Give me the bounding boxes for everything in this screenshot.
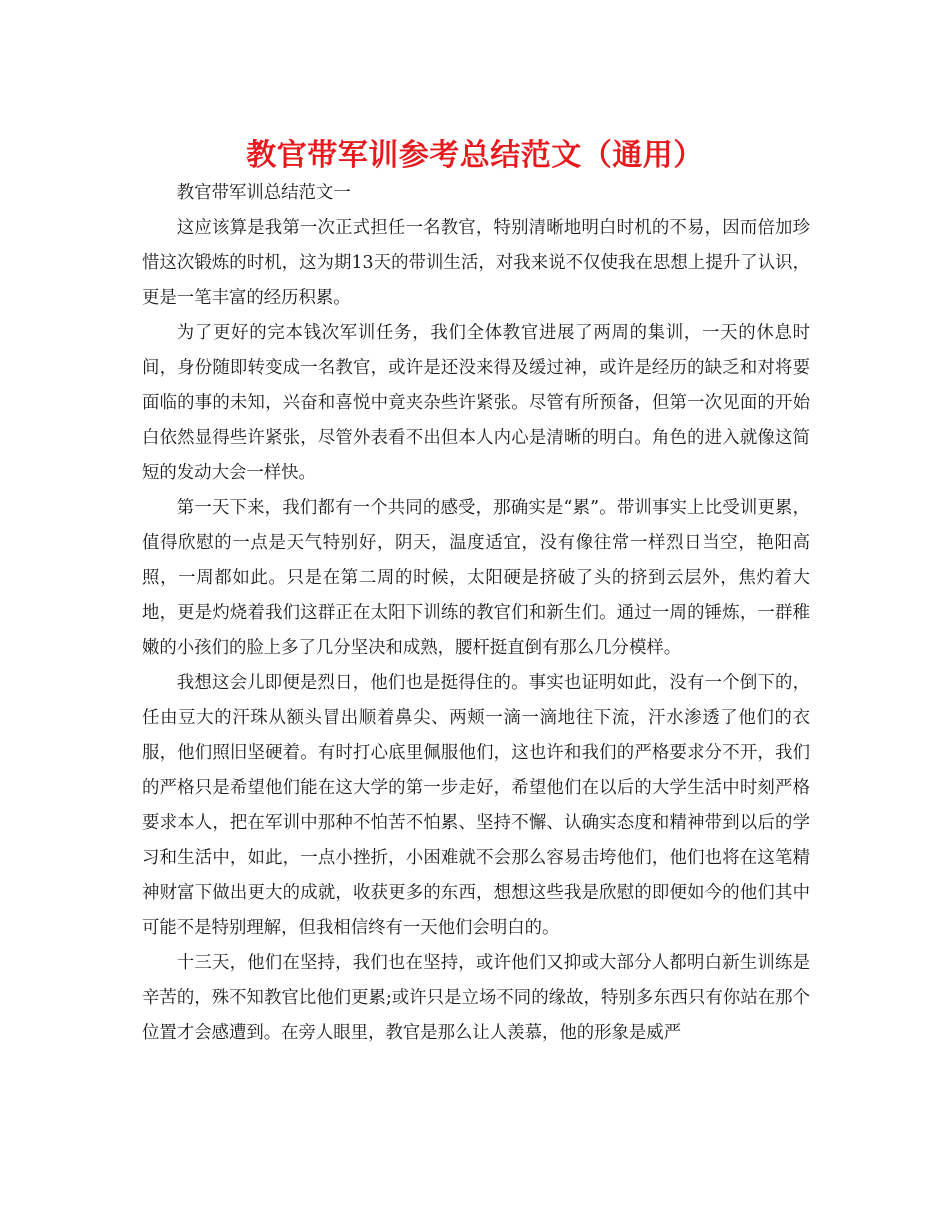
document-body	[142, 176, 810, 1051]
paragraph: 我想这会儿即便是烈日，他们也是挺得住的。事实也证明如此，没有一个倒下的，任由豆大的汗珠从额头冒出顺着鼻尖、两颊一滴一滴地往下流，汗水渗透了他们的衣服，他们照旧坚硬着。有时打心底里佩服他们，这也许和我们的严格要求分不开，我们的严格只是希望他们能在这大学的第一步走好，希望他们在以后的大学生活中时刻严格要求本人，把在军训中那种不怕苦不怕累、坚持不懈、认确实态度和精神带到以后的学习和生活中，如此，一点小挫折，小困难就不会那么容易击垮他们，他们也将在这笔精神财富下做出更大的成就，收获更多的东西，想想这些我是欣慰的即便如今的他们其中可能不是特别理解，但我相信终有一天他们会明白的。	[142, 673, 810, 938]
paragraph: 第一天下来，我们都有一个共同的感受，那确实是“累”。带训事实上比受训更累，值得欣慰的一点是天气特别好，阴天，温度适宜，没有像往常一样烈日当空，艳阳高照，一周都如此。只是在第二周的时候，太阳硬是挤破了头的挤到云层外，焦灼着大地，更是灼烧着我们这群正在太阳下训练的教官们和新生们。通过一周的锤炼，一群稚嫩的小孩们的脸上多了几分坚决和成熟，腰杆挺直倒有那么几分模样。	[142, 498, 810, 658]
section-subtitle: 教官带军训总结范文一	[176, 183, 351, 203]
paragraph: 为了更好的完本钱次军训任务，我们全体教官进展了两周的集训，一天的休息时间，身份随即转变成一名教官，或许是还没来得及缓过神，或许是经历的缺乏和对将要面临的事的未知，兴奋和喜悦中竟夹杂些许紧张。尽管有所预备，但第一次见面的开始白依然显得些许紧张，尽管外表看不出但本人内心是清晰的明白。角色的进入就像这简短的发动大会一样快。	[142, 323, 810, 483]
document-title: 教官带军训参考总结范文（通用）	[246, 138, 704, 173]
paragraph: 十三天，他们在坚持，我们也在坚持，或许他们又抑或大部分人都明白新生训练是辛苦的，殊不知教官比他们更累;或许只是立场不同的缘故，特别多东西只有你站在那个位置才会感遭到。在旁人眼里，教官是那么让人羡慕，他的形象是威严	[142, 953, 810, 1043]
paragraph: 这应该算是我第一次正式担任一名教官，特别清晰地明白时机的不易，因而倍加珍惜这次锻炼的时机，这为期13天的带训生活，对我来说不仅使我在思想上提升了认识，更是一笔丰富的经历积累。	[142, 218, 810, 308]
